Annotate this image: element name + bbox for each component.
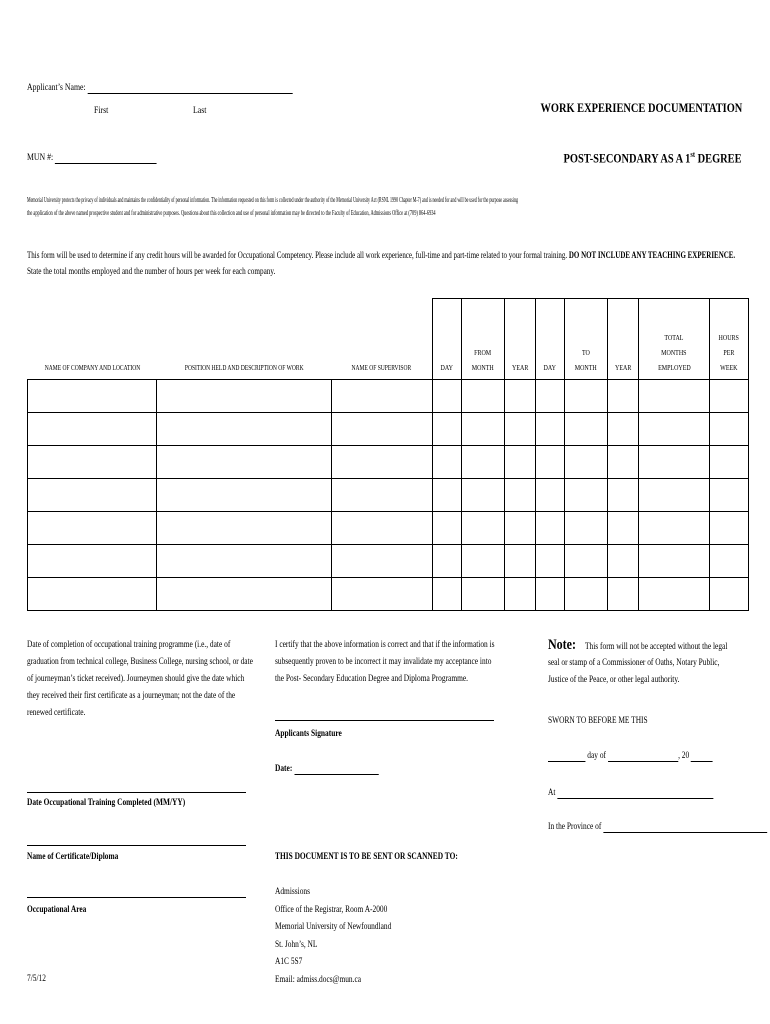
table-cell[interactable] <box>608 446 639 479</box>
table-cell[interactable] <box>639 578 710 611</box>
col-header-to-year: YEAR <box>608 299 639 380</box>
mailing-address <box>275 884 424 989</box>
table-cell[interactable] <box>710 512 749 545</box>
applicant-signature-label: Applicants Signature <box>275 729 342 739</box>
col-header-company: NAME OF COMPANY AND LOCATION <box>28 299 157 380</box>
table-cell[interactable] <box>28 380 157 413</box>
table-cell[interactable] <box>710 413 749 446</box>
table-cell[interactable] <box>505 446 536 479</box>
table-cell[interactable] <box>332 446 433 479</box>
table-cell[interactable] <box>565 479 608 512</box>
applicant-name-label: Applicant’s Name: <box>27 83 86 93</box>
instructions: This form will be used to determine if any credit hours will be awarded for Occupational Competency. Please include all work experience, full-time and part-time related to your formal training. DO NOT INCLUDE ANY TEACHING EXPERIENCE. State the total months employed and the number of hours per week for each company. <box>27 251 736 277</box>
table-cell[interactable] <box>536 512 565 545</box>
sworn-date-row: day of , 20 <box>548 750 759 762</box>
table-row <box>28 512 749 545</box>
table-cell[interactable] <box>536 380 565 413</box>
table-cell[interactable] <box>28 479 157 512</box>
address-line: Admissions <box>275 887 311 897</box>
table-row <box>28 479 749 512</box>
sworn-year-field[interactable] <box>691 751 713 762</box>
table-cell[interactable] <box>710 578 749 611</box>
table-cell[interactable] <box>157 512 332 545</box>
address-line: A1C 5S7 <box>275 957 303 967</box>
table-cell[interactable] <box>710 479 749 512</box>
table-row <box>28 446 749 479</box>
table-cell[interactable] <box>536 479 565 512</box>
certificate-name-field[interactable] <box>27 845 246 846</box>
sworn-day-field[interactable] <box>548 751 585 762</box>
address-line: Office of the Registrar, Room A-2000 <box>275 904 388 915</box>
work-experience-table <box>27 298 749 611</box>
address-line: Memorial University of Newfoundland <box>275 922 392 932</box>
table-cell[interactable] <box>505 578 536 611</box>
occupational-area-field[interactable] <box>27 897 246 898</box>
table-cell[interactable] <box>433 380 462 413</box>
province-field[interactable] <box>603 822 767 833</box>
at-label: At <box>548 788 556 798</box>
table-cell[interactable] <box>332 545 433 578</box>
table-cell[interactable] <box>157 446 332 479</box>
table-cell[interactable] <box>28 578 157 611</box>
table-cell[interactable] <box>505 545 536 578</box>
last-name-label: Last <box>193 106 207 116</box>
form-subtitle: POST-SECONDARY AS A 1st DEGREE <box>563 150 742 166</box>
form-revision-date: 7/5/12 <box>27 974 46 984</box>
table-cell[interactable] <box>433 413 462 446</box>
table-cell[interactable] <box>565 578 608 611</box>
col-header-from-year: YEAR <box>505 299 536 380</box>
sworn-heading: SWORN TO BEFORE ME THIS <box>548 716 648 726</box>
table-cell[interactable] <box>462 446 505 479</box>
date-completed-field[interactable] <box>27 792 246 793</box>
table-cell[interactable] <box>462 512 505 545</box>
col-header-from-month: FROM MONTH <box>462 299 505 380</box>
table-cell[interactable] <box>332 512 433 545</box>
col-header-hours-per-week: HOURS PER WEEK <box>710 299 749 380</box>
table-cell[interactable] <box>536 578 565 611</box>
table-cell[interactable] <box>639 512 710 545</box>
table-cell[interactable] <box>536 413 565 446</box>
table-cell[interactable] <box>433 545 462 578</box>
table-cell[interactable] <box>332 479 433 512</box>
signature-date-row <box>275 763 408 775</box>
email-link[interactable]: Email: admiss.docs@mun.ca <box>275 974 362 985</box>
table-cell[interactable] <box>433 578 462 611</box>
table-cell[interactable] <box>28 545 157 578</box>
mun-row <box>27 152 185 164</box>
table-cell[interactable] <box>462 380 505 413</box>
table-cell[interactable] <box>28 413 157 446</box>
table-cell[interactable] <box>505 380 536 413</box>
table-cell[interactable] <box>565 446 608 479</box>
address-line: St. John’s, NL <box>275 939 318 950</box>
table-cell[interactable] <box>608 578 639 611</box>
form-title: WORK EXPERIENCE DOCUMENTATION <box>540 100 742 115</box>
col-header-supervisor: NAME OF SUPERVISOR <box>332 299 433 380</box>
col-header-to-day: DAY <box>536 299 565 380</box>
note-title: Note: <box>548 637 576 653</box>
applicant-signature-field[interactable] <box>275 720 494 721</box>
table-cell[interactable] <box>608 479 639 512</box>
sworn-location-row <box>548 787 760 799</box>
privacy-statement: Memorial University protects the privacy of individuals and maintains the confidentiality of personal information. The information requested on this form is collected under the authority of the Memorial University Act (RSNL 1990 Chapter M-7) and is needed for and will be used for the purpose assessing the application of the above named prospective student and for administrative purposes. Questions about this collection and use of personal information may be directed to the Faculty of Education, Admissions Office at (709) 864-6934 <box>27 195 518 217</box>
date-completed-label: Date Occupational Training Completed (MM/YY) <box>27 798 186 808</box>
sworn-location-field[interactable] <box>557 788 713 799</box>
table-cell[interactable] <box>157 380 332 413</box>
table-cell[interactable] <box>332 380 433 413</box>
applicant-name-field[interactable] <box>88 83 293 94</box>
table-cell[interactable] <box>433 446 462 479</box>
table-cell[interactable] <box>710 545 749 578</box>
table-cell[interactable] <box>462 413 505 446</box>
table-cell[interactable] <box>157 413 332 446</box>
signature-date-label: Date: <box>275 764 293 774</box>
table-row <box>28 413 749 446</box>
mun-label: MUN #: <box>27 153 54 163</box>
table-cell[interactable] <box>157 545 332 578</box>
table-cell[interactable] <box>608 413 639 446</box>
table-cell[interactable] <box>157 578 332 611</box>
table-row <box>28 578 749 611</box>
certificate-name-label: Name of Certificate/Diploma <box>27 852 119 862</box>
table-cell[interactable] <box>639 413 710 446</box>
table-cell[interactable] <box>565 413 608 446</box>
table-cell[interactable] <box>608 380 639 413</box>
province-label: In the Province of <box>548 822 602 832</box>
table-cell[interactable] <box>608 512 639 545</box>
send-to-heading: THIS DOCUMENT IS TO BE SENT OR SCANNED TO: <box>275 852 458 862</box>
table-cell[interactable] <box>639 479 710 512</box>
table-cell[interactable] <box>462 578 505 611</box>
table-cell[interactable] <box>565 545 608 578</box>
table-cell[interactable] <box>710 446 749 479</box>
table-cell[interactable] <box>28 446 157 479</box>
province-row <box>548 821 770 833</box>
table-cell[interactable] <box>639 545 710 578</box>
table-cell[interactable] <box>565 380 608 413</box>
certification-statement: I certify that the above information is correct and that if the information is subsequently proven to be incorrect it may invalidate my acceptance into the Post- Secondary Education Degree and Diploma Programme. <box>275 640 495 684</box>
col-header-to-month: TO MONTH <box>565 299 608 380</box>
table-cell[interactable] <box>332 413 433 446</box>
col-header-position: POSITION HELD AND DESCRIPTION OF WORK <box>157 299 332 380</box>
table-cell[interactable] <box>505 512 536 545</box>
table-cell[interactable] <box>536 446 565 479</box>
table-cell[interactable] <box>332 578 433 611</box>
table-cell[interactable] <box>157 479 332 512</box>
table-cell[interactable] <box>28 512 157 545</box>
first-name-label: First <box>94 106 109 116</box>
table-cell[interactable] <box>433 479 462 512</box>
occupational-area-label: Occupational Area <box>27 905 87 915</box>
col-header-total-months: TOTAL MONTHS EMPLOYED <box>639 299 710 380</box>
table-row <box>28 380 749 413</box>
table-cell[interactable] <box>505 479 536 512</box>
col-header-from-day: DAY <box>433 299 462 380</box>
table-row <box>28 545 749 578</box>
table-cell[interactable] <box>710 380 749 413</box>
table-cell[interactable] <box>639 446 710 479</box>
table-cell[interactable] <box>608 545 639 578</box>
legal-note: Note: This form will not be accepted without the legal seal or stamp of a Commissioner of Oaths, Notary Public, Justice of the Peace, or other legal authority. <box>548 637 728 685</box>
table-cell[interactable] <box>505 413 536 446</box>
signature-date-field[interactable] <box>294 764 378 775</box>
table-cell[interactable] <box>639 380 710 413</box>
completion-instructions: Date of completion of occupational training programme (i.e., date of graduation from technical college, Business College, nursing school, or date of journeyman’s ticket received). Journeymen should give the date which they received their first certificate as a journeyman; not the date of the renewed certificate. <box>27 640 253 718</box>
table-cell[interactable] <box>565 512 608 545</box>
table-cell[interactable] <box>433 512 462 545</box>
mun-field[interactable] <box>55 153 157 164</box>
table-cell[interactable] <box>462 545 505 578</box>
table-cell[interactable] <box>462 479 505 512</box>
sworn-month-field[interactable] <box>608 751 678 762</box>
table-cell[interactable] <box>536 545 565 578</box>
applicant-name-row <box>27 82 351 94</box>
